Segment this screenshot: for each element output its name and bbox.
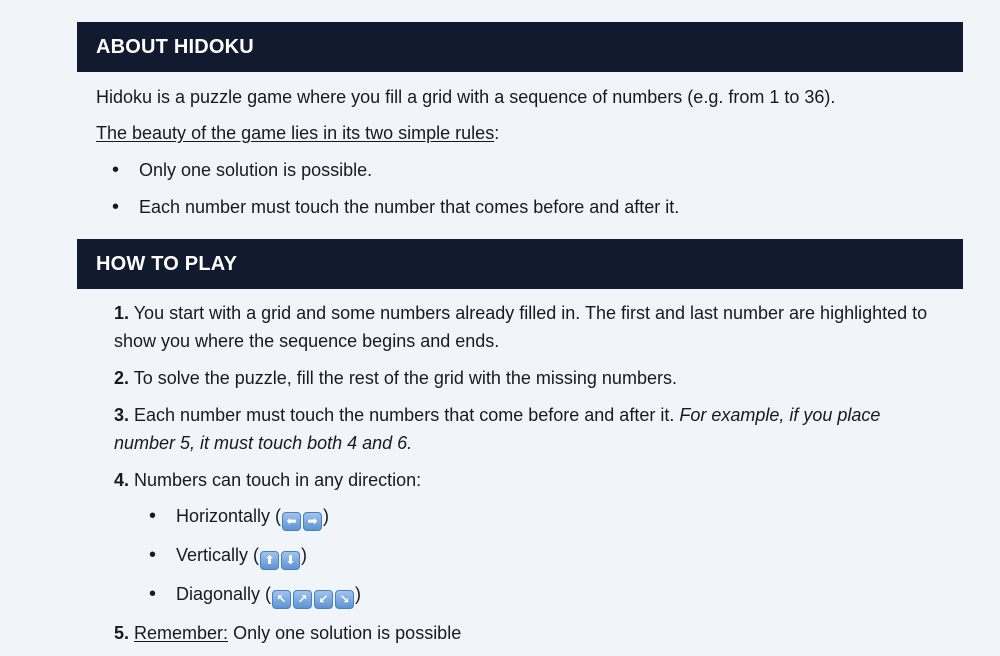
step-number: 4. xyxy=(114,470,130,490)
how-to-play-heading: HOW TO PLAY xyxy=(77,239,963,289)
direction-diagonal xyxy=(77,581,963,609)
right-arrow-icon: ➡ xyxy=(303,512,322,531)
step-text: You start with a grid and some numbers already filled in. The first and last number are highlighted to show you where the sequence begins and ends. xyxy=(114,303,928,351)
step-text: Only one solution is possible xyxy=(233,623,462,643)
bullet: • xyxy=(149,583,157,605)
rules-lead: The beauty of the game lies in its two simple rules xyxy=(96,123,495,143)
step-1 xyxy=(77,299,963,355)
up-left-arrow-icon: ↖ xyxy=(272,590,291,609)
bullet: • xyxy=(149,505,157,527)
step-3 xyxy=(77,401,963,457)
step-2 xyxy=(77,364,963,392)
step-text: To solve the puzzle, fill the rest of the grid with the missing numbers. xyxy=(133,368,677,388)
step-4 xyxy=(77,466,963,494)
rules-list xyxy=(77,157,963,220)
step-number: 1. xyxy=(114,303,130,323)
step-example: For example, if you place number 5, it must touch both 4 and 6. xyxy=(114,405,881,453)
direction-close: ) xyxy=(323,506,330,526)
rule-item xyxy=(77,194,963,220)
bullet: • xyxy=(112,196,120,218)
up-arrow-icon: ⬆ xyxy=(260,551,279,570)
down-arrow-icon: ⬇ xyxy=(281,551,300,570)
step-text: Numbers can touch in any direction: xyxy=(134,470,422,490)
content xyxy=(77,22,963,647)
direction-close: ) xyxy=(355,584,362,604)
rule-text: Only one solution is possible. xyxy=(139,160,373,180)
down-right-arrow-icon: ↘ xyxy=(335,590,354,609)
rules-lead-line xyxy=(77,120,963,146)
step-number: 2. xyxy=(114,368,130,388)
step-number: 3. xyxy=(114,405,130,425)
step-5 xyxy=(77,619,963,647)
about-intro: Hidoku is a puzzle game where you fill a grid with a sequence of numbers (e.g. from 1 to 36). xyxy=(96,87,836,107)
rules-colon: : xyxy=(494,123,500,143)
direction-label: Horizontally ( xyxy=(176,506,282,526)
step-text: Each number must touch the numbers that come before and after it. xyxy=(134,405,675,425)
direction-vertical xyxy=(77,542,963,570)
bullet: • xyxy=(149,544,157,566)
directions-list xyxy=(77,503,963,609)
bullet: • xyxy=(112,159,120,181)
step-emphasis: Remember: xyxy=(134,623,229,643)
about-heading: ABOUT HIDOKU xyxy=(77,22,963,72)
direction-horizontal xyxy=(77,503,963,531)
direction-label: Diagonally ( xyxy=(176,584,272,604)
rule-item xyxy=(77,157,963,183)
direction-close: ) xyxy=(301,545,308,565)
down-left-arrow-icon: ↙ xyxy=(314,590,333,609)
direction-label: Vertically ( xyxy=(176,545,260,565)
left-arrow-icon: ⬅ xyxy=(282,512,301,531)
rule-text: Each number must touch the number that comes before and after it. xyxy=(139,197,680,217)
step-number: 5. xyxy=(114,623,130,643)
up-right-arrow-icon: ↗ xyxy=(293,590,312,609)
